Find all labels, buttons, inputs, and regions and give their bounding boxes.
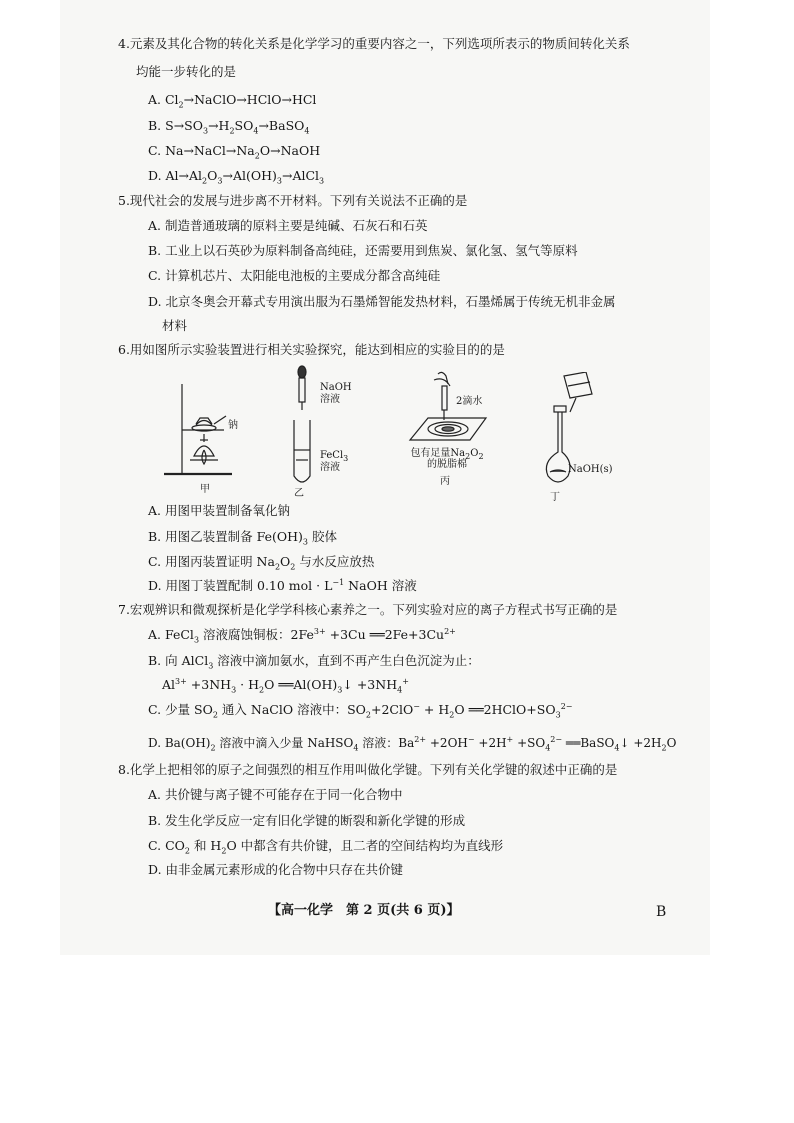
q6-option-a: A. 用图甲装置制备氧化钠: [148, 503, 290, 518]
label-jia: 甲: [200, 484, 210, 495]
label-sodium: 钠: [228, 420, 238, 431]
q6-option-b: B. 用图乙装置制备 $Fe(OH)_3$ 胶体: [148, 529, 337, 547]
q6-option-d: D. 用图丁装置配制 0.10 mol · $L^{-1}$ NaOH 溶液: [148, 577, 417, 593]
q5-option-d-line1: D. 北京冬奥会开幕式专用演出服为石墨烯智能发热材料，石墨烯属于传统无机非金属: [148, 294, 616, 309]
label-yi: 乙: [294, 488, 304, 499]
q4-option-a: A. $Cl_2\to NaClO\to HClO\to HCl$: [148, 92, 317, 110]
q5-stem: 5.现代社会的发展与进步离不开材料。下列有关说法不正确的是: [118, 193, 468, 208]
q8-option-b: B. 发生化学反应一定有旧化学键的断裂和新化学键的形成: [148, 813, 466, 828]
page-footer: 【高一化学 第 2 页(共 6 页)】: [268, 903, 460, 918]
label-bing: 丙: [440, 476, 450, 487]
version-mark: B: [656, 904, 667, 920]
q7-stem: 7.宏观辨识和微观探析是化学学科核心素养之一。下列实验对应的离子方程式书写正确的是: [118, 602, 618, 617]
q5-option-a: A. 制造普通玻璃的原料主要是纯碱、石灰石和石英: [148, 218, 428, 233]
q4-option-c: C. $Na\to NaCl\to Na_2O\to NaOH$: [148, 143, 321, 161]
q4-option-b: B. $S\to SO_3\to H_2SO_4\to BaSO_4$: [148, 118, 310, 136]
q7-option-b-line1: B. 向 AlCl$_3$ 溶液中滴加氨水，直到不再产生白色沉淀为止：: [148, 653, 480, 671]
q6-option-c: C. 用图丙装置证明 $Na_2O_2$ 与水反应放热: [148, 554, 375, 572]
q5-option-b: B. 工业上以石英砂为原料制备高纯硅，还需要用到焦炭、氯化氢、氢气等原料: [148, 243, 578, 258]
q5-option-c: C. 计算机芯片、太阳能电池板的主要成分都含高纯硅: [148, 268, 441, 283]
q8-option-c: C. $CO_2$ 和 $H_2O$ 中都含有共价键，且二者的空间结构均为直线形: [148, 838, 504, 856]
label-naoh-solid: NaOH(s): [568, 464, 613, 475]
q6-stem: 6.用如图所示实验装置进行相关实验探究，能达到相应的实验目的的是: [118, 342, 505, 357]
label-na2o2-cotton: 包有足量$Na_2O_2$ 的脱脂棉: [410, 448, 484, 470]
label-naoh-solution: NaOH 溶液: [320, 382, 352, 405]
q8-stem: 8.化学上把相邻的原子之间强烈的相互作用叫做化学键。下列有关化学键的叙述中正确的是: [118, 762, 618, 777]
q4-stem-line2: 均能一步转化的是: [136, 64, 237, 79]
q8-option-a: A. 共价键与离子键不可能存在于同一化合物中: [148, 787, 403, 802]
apparatus-yi-drawing: [288, 364, 318, 489]
q7-option-b-equation: $Al^{3+} +3NH_3 \cdot H_2O$ $══Al(OH)_3↓ +3NH_4^+$: [162, 676, 409, 695]
q4-option-d: D. $Al\to Al_2O_3\to Al(OH)_3\to AlCl_3$: [148, 168, 325, 186]
q5-option-d-line2: 材料: [162, 318, 188, 333]
q7-option-c: C. 少量 $SO_2$ 通入 NaClO 溶液中：$SO_2+2ClO^- + H_2O$ $══2HClO+SO_3^{2-}$: [148, 701, 573, 720]
q8-option-d: D. 由非金属元素形成的化合物中只存在共价键: [148, 862, 404, 877]
label-two-drops-water: 2滴水: [456, 396, 483, 407]
q6-apparatus-figure: [160, 364, 630, 506]
label-ding: 丁: [550, 492, 560, 503]
q7-option-d: D. $Ba(OH)_2$ 溶液中滴入少量 NaHSO$_4$ 溶液：$Ba^{2+} +2OH^- +2H^+ +SO_4^{2-}$ ══BaSO$_4$↓ $+2H_2O$: [148, 735, 677, 753]
q7-option-a: A. FeCl$_3$ 溶液腐蚀铜板：$2Fe^{3+} +3Cu$ $══2Fe+3Cu^{2+}$: [148, 626, 456, 645]
q4-stem-line1: 4.元素及其化合物的转化关系是化学学习的重要内容之一，下列选项所表示的物质间转化关系: [118, 36, 630, 51]
label-fecl3-solution: FeCl$_3$ 溶液: [320, 450, 349, 473]
